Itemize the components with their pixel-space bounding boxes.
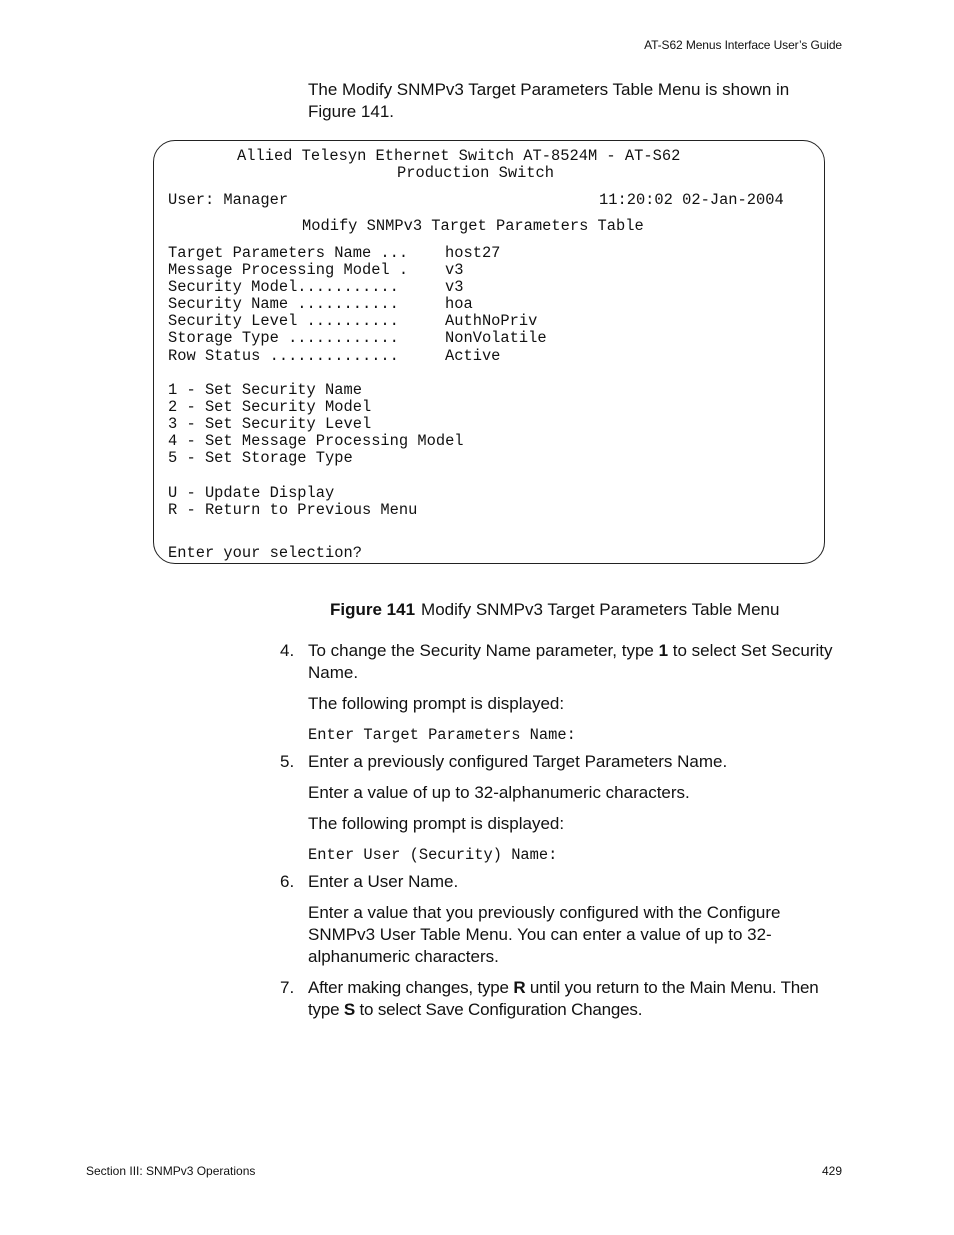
step-5-text: Enter a previously configured Target Parameters Name. [308,752,728,771]
field-label-storage-type: Storage Type ............ [168,329,399,347]
intro-paragraph: The Modify SNMPv3 Target Parameters Table Menu is shown in Figure 141. [308,80,790,121]
step-5-code-prompt: Enter User (Security) Name: [308,846,558,864]
menu-option-set-security-level[interactable]: 3 - Set Security Level [168,415,372,433]
menu-option-set-message-processing-model[interactable]: 4 - Set Message Processing Model [168,432,464,450]
menu-option-set-security-model[interactable]: 2 - Set Security Model [168,398,372,416]
step-number-7: 7. [280,978,295,997]
field-label-row-status: Row Status .............. [168,347,399,365]
field-value-storage-type: NonVolatile [445,329,547,347]
menu-option-update-display[interactable]: U - Update Display [168,484,335,502]
step-7-key-r: R [513,978,526,997]
step-6-note: Enter a value that you previously configured with the Configure SNMPv3 User Table Menu. You can enter a value of up to 32-alphanumeric characters. [308,903,781,966]
step-number-4: 4. [280,641,295,660]
step-7-text-b: until you return to the Main Menu. Then type [308,978,819,1019]
step-4-followup: The following prompt is displayed: [308,694,565,713]
field-label-target-parameters-name: Target Parameters Name ... [168,244,409,262]
terminal-title-line1: Allied Telesyn Ethernet Switch AT-8524M - AT-S62 [237,147,681,165]
menu-option-set-storage-type[interactable]: 5 - Set Storage Type [168,449,353,467]
figure-caption [330,600,779,620]
step-4-text-a: To change the Security Name parameter, type [308,641,659,660]
step-4-code-prompt: Enter Target Parameters Name: [308,726,576,744]
terminal-datetime: 11:20:02 02-Jan-2004 [599,191,784,209]
step-number-5: 5. [280,752,295,771]
step-4-text-b: to select Set Security Name. [308,641,833,682]
step-7-text-a: After making changes, type [308,978,514,997]
figure-number: Figure 141 [330,600,416,619]
footer-page-number: 429 [821,1164,842,1178]
menu-option-return-previous[interactable]: R - Return to Previous Menu [168,501,418,519]
field-value-target-parameters-name: host27 [445,244,501,262]
running-header: AT-S62 Menus Interface User’s Guide [644,38,842,52]
step-5-note: Enter a value of up to 32-alphanumeric characters. [308,783,690,802]
field-label-security-model: Security Model........... [168,278,399,296]
step-5-followup: The following prompt is displayed: [308,814,565,833]
step-7-text [308,977,843,1021]
terminal-user: User: Manager [168,191,289,209]
step-7-text-c: to select Save Configuration Changes. [355,1000,643,1019]
field-value-security-model: v3 [445,278,464,296]
field-value-message-processing-model: v3 [445,261,464,279]
step-4-key: 1 [658,641,669,660]
step-7-key-s: S [343,1000,355,1019]
field-value-security-level: AuthNoPriv [445,312,538,330]
step-number-6: 6. [280,872,295,891]
step-6-text: Enter a User Name. [308,872,459,891]
menu-option-set-security-name[interactable]: 1 - Set Security Name [168,381,362,399]
field-value-row-status: Active [445,347,501,365]
step-4-text [308,640,843,684]
terminal-menu-title: Modify SNMPv3 Target Parameters Table [302,217,644,235]
footer-section: Section III: SNMPv3 Operations [86,1164,256,1178]
terminal-selection-prompt[interactable]: Enter your selection? [168,544,362,562]
field-label-security-level: Security Level .......... [168,312,399,330]
field-label-security-name: Security Name ........... [168,295,399,313]
field-value-security-name: hoa [445,295,473,313]
terminal-title-line2: Production Switch [397,164,555,182]
field-label-message-processing-model: Message Processing Model . [168,261,409,279]
figure-caption-text: Modify SNMPv3 Target Parameters Table Menu [421,600,780,619]
